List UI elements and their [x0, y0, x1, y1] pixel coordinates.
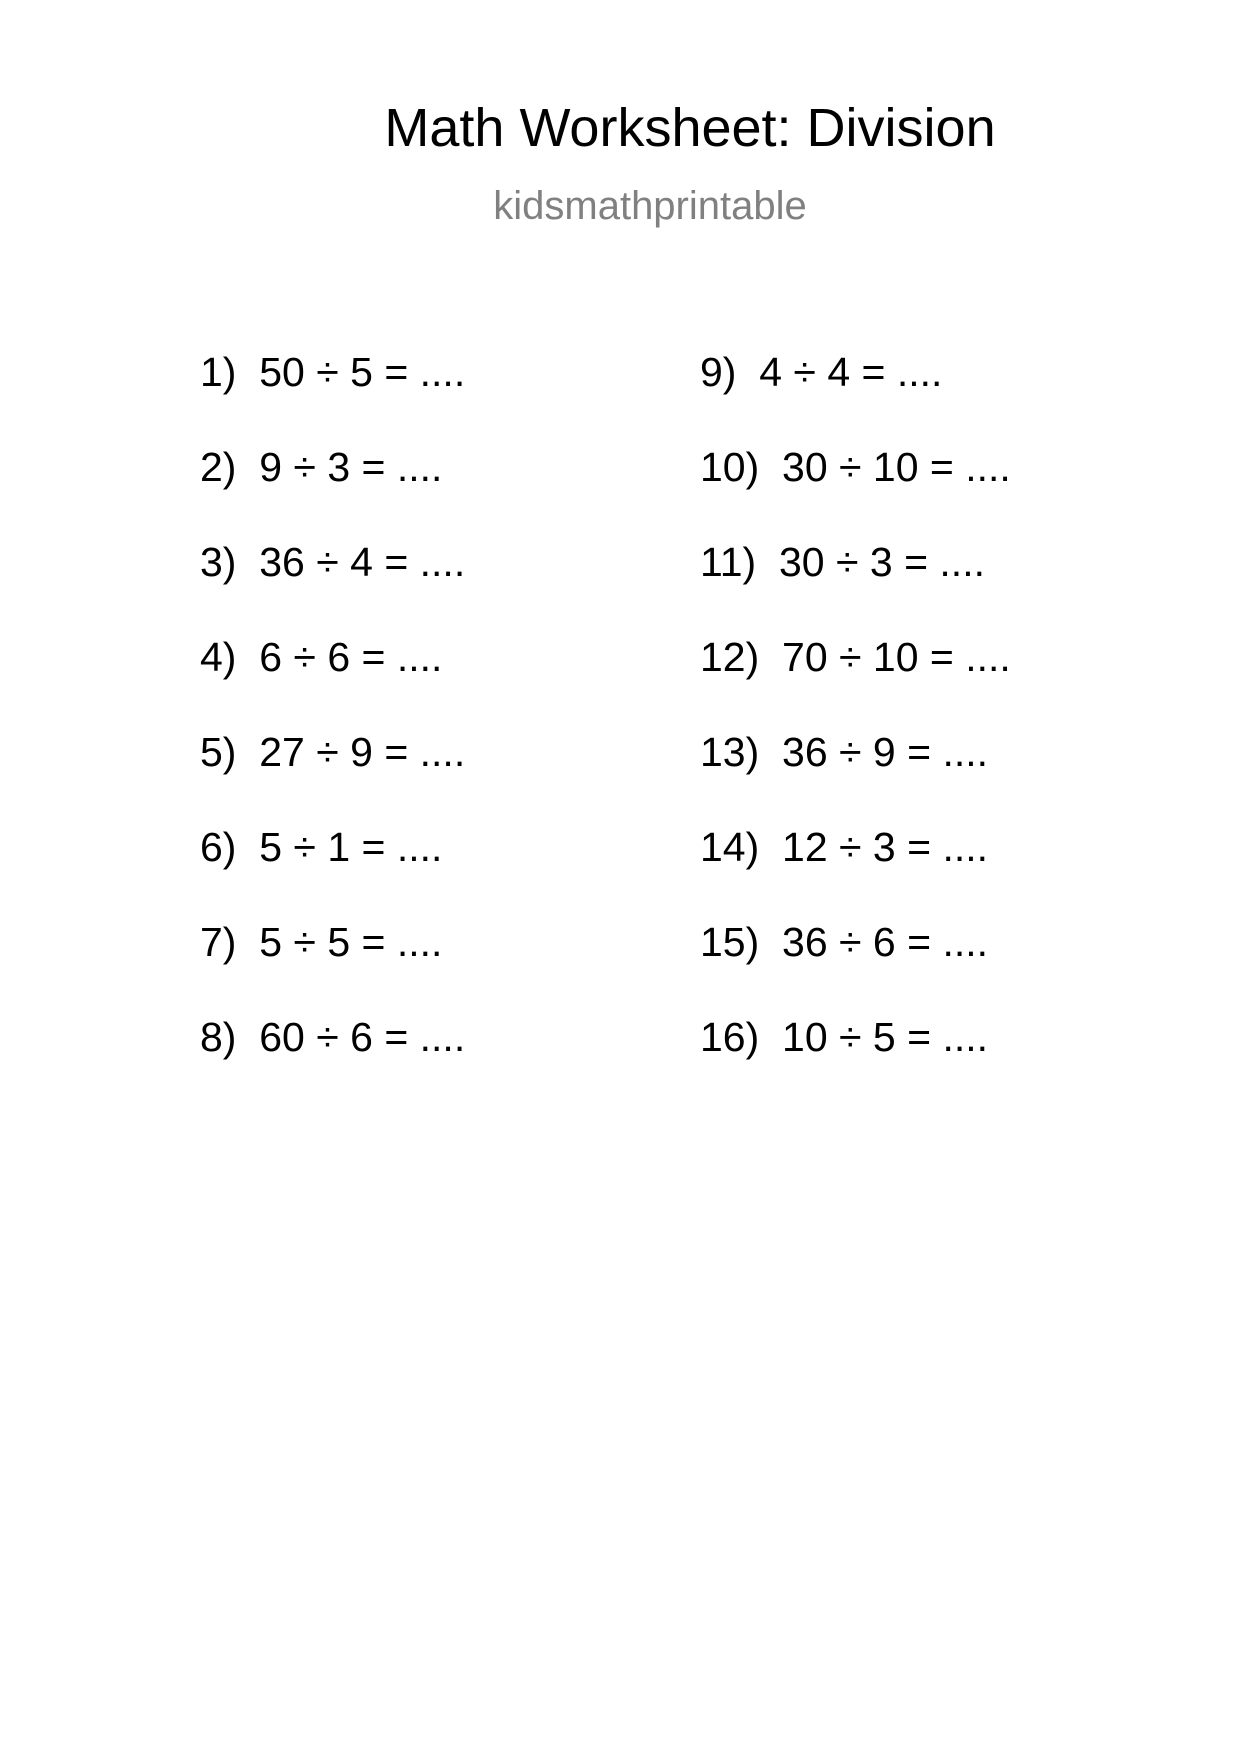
worksheet-subtitle: kidsmathprintable [493, 184, 807, 228]
problem-9: 9) 4 ÷ 4 = .... [700, 349, 943, 395]
problem-8: 8) 60 ÷ 6 = .... [200, 1014, 466, 1060]
problems-right-column [700, 349, 1011, 1109]
problem-11: 11) 30 ÷ 3 = .... [700, 539, 985, 585]
worksheet-title: Math Worksheet: Division [384, 98, 996, 158]
problem-6: 6) 5 ÷ 1 = .... [200, 824, 443, 870]
problem-1: 1) 50 ÷ 5 = .... [200, 349, 466, 395]
problem-3: 3) 36 ÷ 4 = .... [200, 539, 466, 585]
problem-14: 14) 12 ÷ 3 = .... [700, 824, 989, 870]
problem-4: 4) 6 ÷ 6 = .... [200, 634, 443, 680]
problem-5: 5) 27 ÷ 9 = .... [200, 729, 466, 775]
problem-16: 16) 10 ÷ 5 = .... [700, 1014, 989, 1060]
problem-2: 2) 9 ÷ 3 = .... [200, 444, 443, 490]
problem-13: 13) 36 ÷ 9 = .... [700, 729, 989, 775]
problem-12: 12) 70 ÷ 10 = .... [700, 634, 1011, 680]
problem-10: 10) 30 ÷ 10 = .... [700, 444, 1011, 490]
problem-7: 7) 5 ÷ 5 = .... [200, 919, 443, 965]
problem-15: 15) 36 ÷ 6 = .... [700, 919, 989, 965]
problems-left-column [200, 349, 465, 1109]
